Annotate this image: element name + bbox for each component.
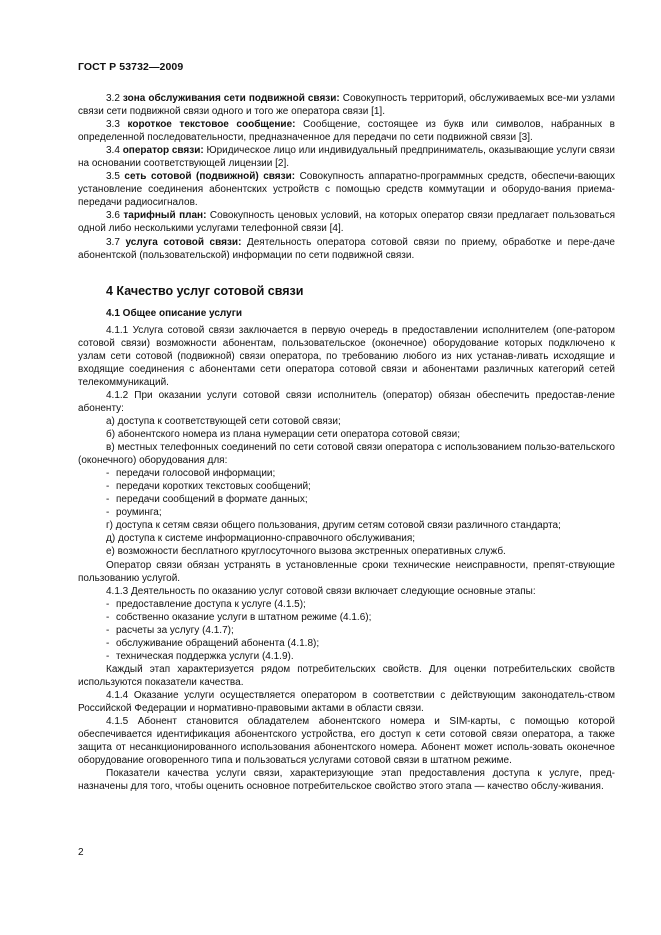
list-item-d: д) доступа к системе информационно-справочного обслуживания;	[106, 533, 416, 545]
stage-item: - обслуживание обращений абонента (4.1.8);	[106, 637, 320, 649]
paragraph-stage-properties: Каждый этап характеризуется рядом потребительских свойств. Для оценки потребительских свойств используются показатели качества.	[78, 663, 615, 688]
stage-item: - предоставление доступа к услуге (4.1.5);	[106, 598, 306, 610]
stage-item: - техническая поддержка услуги (4.1.9).	[106, 650, 294, 662]
definition-number: 3.3	[106, 119, 120, 131]
definition-term: оператор связи:	[122, 145, 204, 157]
definition-3-2	[78, 92, 615, 118]
list-item-a: а) доступа к соответствующей сети сотовой связи;	[106, 415, 341, 427]
definition-number: 3.2	[106, 93, 120, 104]
definition-term: тарифный план:	[123, 210, 207, 222]
definition-text: Совокупность территорий, обслуживаемых все-ми узлами связи сети подвижной связи одного и того же оператора связи [1].	[78, 93, 615, 118]
definition-number: 3.7	[106, 236, 120, 248]
definition-term: услуга сотовой связи:	[125, 236, 242, 248]
definition-3-7	[78, 236, 615, 262]
list-item-e: е) возможности бесплатного круглосуточного вызова экстренных оперативных служб.	[106, 546, 506, 558]
dash-item: - передачи голосовой информации;	[106, 468, 276, 480]
paragraph-operator-obligation: Оператор связи обязан устранять в установленные сроки технические неисправности, препят-ствующие пользованию услугой.	[78, 559, 615, 584]
definition-text: Совокупность ценовых условий, на которых оператор связи предлагает пользоваться одной либо несколькими услугами телефонной связи [4].	[78, 210, 616, 235]
paragraph-4-1-2: 4.1.2 При оказании услуги сотовой связи исполнитель (оператор) обязан обеспечить предостав-ление абоненту:	[78, 389, 615, 414]
paragraph-4-1-5: 4.1.5 Абонент становится обладателем абонентского номера и SIM-карты, с помощью которой обеспечивается идентификация абонентского устройства, его доступ к сети сотовой связи оператора, а также защита от несанкционированного использования абонентского номера. Абонент может исполь-зовать оконечное оборудование оговоренного типа и пользоваться услугами сотовой связи в штатном режиме.	[78, 716, 615, 767]
page-number: 2	[78, 847, 84, 858]
definition-3-6	[78, 209, 615, 235]
definition-term: сеть сотовой (подвижной) связи:	[124, 171, 296, 183]
dash-item: - роуминга;	[106, 507, 162, 519]
list-item-v: в) местных телефонных соединений по сети сотовой связи оператора с использованием пользо-вательского (оконечного) оборудования для:	[78, 442, 615, 467]
definition-text: Деятельность оператора сотовой связи по приему, обработке и пере-даче абонентской (пользовательской) информации по сети подвижной связи.	[78, 236, 615, 261]
dash-item: - передачи коротких текстовых сообщений;	[106, 481, 311, 493]
list-item-g: г) доступа к сетям связи общего пользования, другим сетям сотовой связи различного стандарта;	[106, 520, 561, 532]
standard-header: ГОСТ Р 53732—2009	[78, 61, 184, 73]
definition-text: Сообщение, состоящее из букв или символов, набранных в определенной последовательности, предназначенное для передачи по сети подвижной связи [3].	[78, 119, 615, 144]
definition-3-4	[78, 144, 615, 170]
definition-term: зона обслуживания сети подвижной связи:	[122, 93, 340, 104]
paragraph-quality-indicators: Показатели качества услуги связи, характеризующие этап предоставления доступа к услуге, пред-назначены для того, чтобы оценить основное потребительское свойство этого этапа — качество обслу-живания.	[78, 768, 615, 793]
subsection-heading: 4.1 Общее описание услуги	[106, 307, 243, 319]
section-heading: 4 Качество услуг сотовой связи	[106, 283, 304, 298]
definition-term: короткое текстовое сообщение:	[127, 119, 296, 131]
definition-number: 3.6	[106, 210, 120, 222]
stage-item: - собственно оказание услуги в штатном режиме (4.1.6);	[106, 611, 372, 623]
page-content	[78, 92, 615, 793]
paragraph-4-1-1: 4.1.1 Услуга сотовой связи заключается в первую очередь в предоставлении исполнителем (опе-ратором сотовой связи) возможности абонентам, пользовательское (оконечное) оборудование которых подключено к узлам сети сотовой (подвижной) связи оператора, по требованию любого из них устанав-ливать исходящие и входящие соединения с абонентами сети оператора сотовой связи и абонентами различных категорий сетей телекоммуникаций.	[78, 324, 615, 388]
paragraph-4-1-3: 4.1.3 Деятельность по оказанию услуг сотовой связи включает следующие основные этапы:	[106, 585, 536, 597]
definition-number: 3.4	[106, 145, 120, 157]
definition-3-5	[78, 170, 615, 209]
definition-text: Совокупность аппаратно-программных средств, обеспечи-вающих установление соединения абонентских устройств с помощью средств коммутации и оборудо-вания приема-передачи радиосигналов.	[78, 171, 615, 209]
stage-item: - расчеты за услугу (4.1.7);	[106, 624, 234, 636]
definition-number: 3.5	[106, 171, 120, 183]
definition-3-3	[78, 118, 615, 144]
dash-item: - передачи сообщений в формате данных;	[106, 494, 308, 506]
list-item-b: б) абонентского номера из плана нумерации сети оператора сотовой связи;	[106, 429, 460, 441]
paragraph-4-1-4: 4.1.4 Оказание услуги осуществляется оператором в соответствии с действующим законодатель-ством Российской Федерации и нормативно-правовыми актами в области связи.	[78, 689, 615, 715]
definition-text: Юридическое лицо или индивидуальный предприниматель, оказывающие услуги связи на основании соответствующей лицензии [2].	[78, 145, 616, 170]
